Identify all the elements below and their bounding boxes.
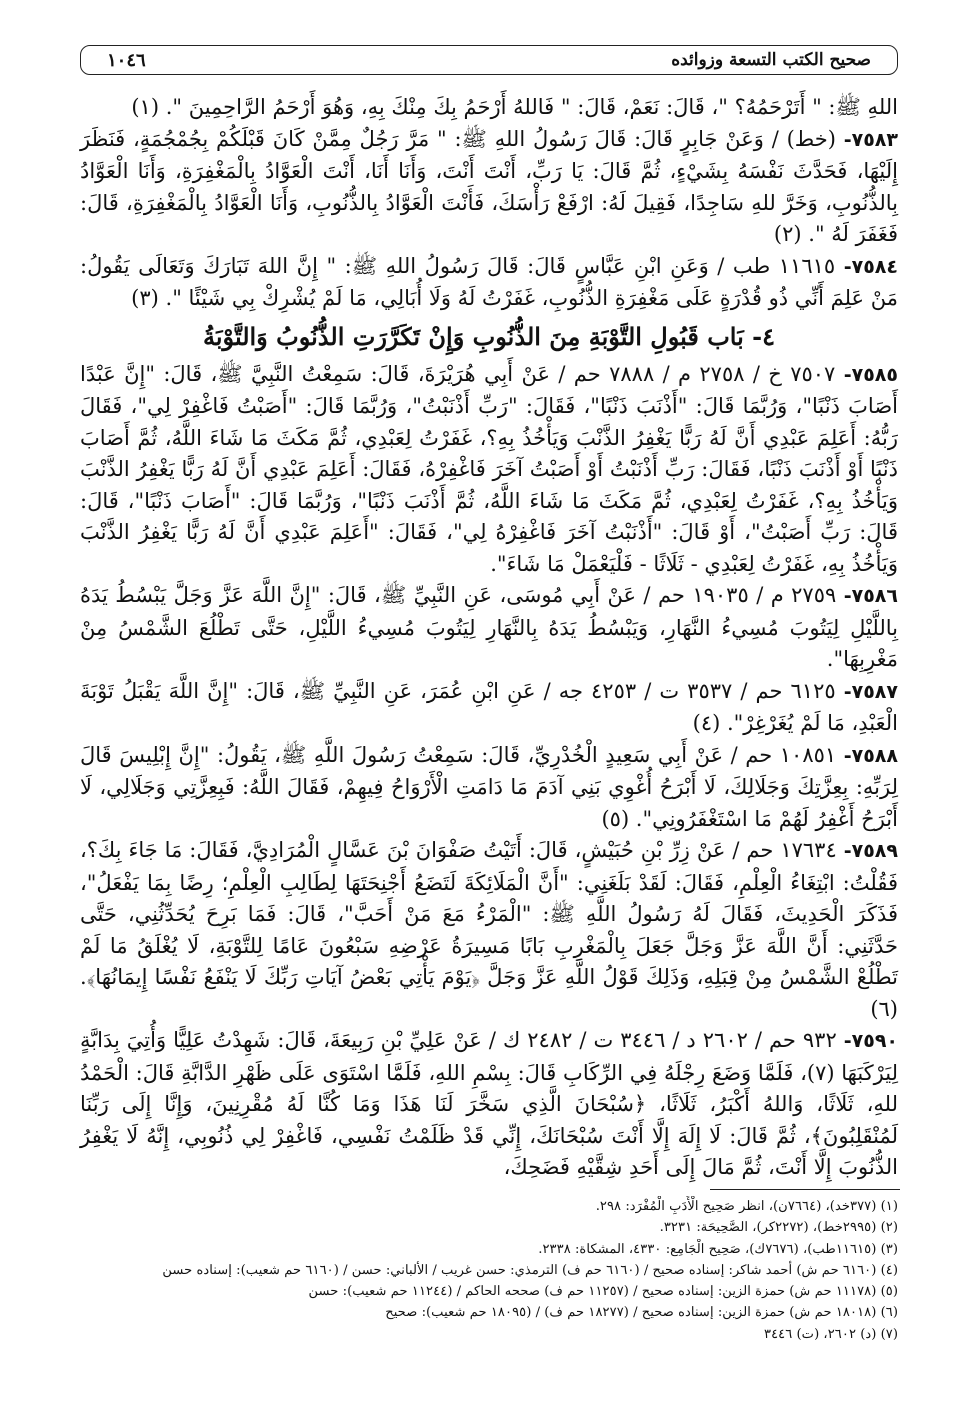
footnotes	[80, 1196, 898, 1345]
footnote: (٣) (١١٦١٥طب)، (٧٦٧٦ك)، صَحِيح الْجَامِع: ٤٣٣٠، المشكاة: ٢٣٣٨.	[538, 1241, 898, 1257]
hadith-entry	[80, 580, 898, 676]
hadith-entry	[80, 740, 898, 836]
footnote: (٢) (٢٩٩٥خط)، (٢٢٧٢كر)، الصَّحِيحَة: ٣٢٣١.	[659, 1220, 898, 1236]
hadith-text: ١٠٨٥١ حم / عَنْ أَبِي سَعِيدٍ الْخُدْرِيِّ، قَالَ: سَمِعْتُ رَسُولَ اللَّهِ ﷺ، يَقُولُ: "إِنَّ إِبْلِيسَ قَالَ لِرَبِّهِ: بِعِزَّتِكَ وَجَلَالِكَ، لَا أَبْرَحُ أُغْوِي بَنِي آدَمَ مَا دَامَتِ الْأَرْوَاحُ فِيهِمْ، فَقَالَ اللَّهُ: فَبِعِزَّتِي وَجَلَالِي، لَا أَبْرَحُ أَغْفِرُ لَهُمْ مَا اسْتَغْفَرُونِي". (٥)	[80, 742, 898, 831]
footnote: (٤) (٦١٦٠ حم ش) أحمد شاكر: إسناده صحيح / (٦١٦٠ حم ف) الترمذي: حسن غريب / الألباني: حسن / (٦١٦٠ حم شعيب): إسناده حسن	[162, 1262, 898, 1278]
opening-paragraph: اللهِ ﷺ: " أَتَرْحَمُهُ؟ "، قَالَ: نَعَمْ، قَالَ: " فَاللهُ أَرْحَمُ بِكَ مِنْكَ بِهِ، وَهُوَ أَرْحَمُ الرَّاحِمِينَ ". (١)	[131, 95, 898, 119]
hadith-entry	[80, 835, 898, 1025]
hadith-text: ١٧٦٣٤ حم / عَنْ زِرِّ بْنِ حُبَيْشٍ، قَالَ: أَتَيْتُ صَفْوَانَ بْنَ عَسَّالٍ الْمُرَادِيَّ، فَقَالَ: مَا جَاءَ بِكَ؟، فَقُلْتُ: ابْتِغَاءُ الْعِلْمِ، فَقَالَ: لَقَدْ بَلَغَنِي: "أَنَّ الْمَلَائِكَةَ لَتَضَعُ أَجْنِحَتَهَا لِطَالِبِ الْعِلْمِ؛ رِضًا بِمَا يَفْعَلُ"، فَذَكَرَ الْحَدِيثَ، فَقَالَ لَهُ رَسُولُ اللَّهِ ﷺ: "الْمَرْءُ مَعَ مَنْ أَحَبَّ"، قَالَ: فَمَا بَرِحَ يُحَدِّثُنِي، حَتَّى حَدَّثَنِي: أَنَّ اللَّهَ عَزَّ وَجَلَّ جَعَلَ بِالْمَغْرِبِ بَابًا مَسِيرَةُ عَرْضِهِ سَبْعُونَ عَامًا لِلتَّوْبَةِ، لَا يُغْلَقُ مَا لَمْ تَطْلُعْ الشَّمْسُ مِنْ قِبَلِهِ، وَذَلِكَ قَوْلُ اللَّهِ عَزَّ وَجَلَّ ﴿يَوْمَ يَأْتِي بَعْضُ آيَاتِ رَبِّكَ لَا يَنْفَعُ نَفْسًا إِيمَانُهَا﴾. (٦)	[80, 838, 898, 1021]
page-number: ١٠٤٦	[107, 49, 146, 71]
hadith-number: ٧٥٨٨-	[843, 744, 898, 767]
hadith-number: ٧٥٩٠-	[843, 1030, 899, 1052]
hadith-text: ٩٣٢ حم / ٢٦٠٢ د / ٣٤٤٦ ت / ٢٤٨٢ ك / عَنْ عَلِيِّ بْنِ رَبِيعَةَ، قَالَ: شَهِدْتُ عَلِيًّا وَأُتِيَ بِدَابَّةٍ لِيَرْكَبَهَا (٧)، فَلَمَّا وَضَعَ رِجْلَهُ فِي الرِّكَابِ قَالَ: بِسْمِ اللهِ، فَلَمَّا اسْتَوَى عَلَى ظَهْرِ الدَّابَّةِ قَالَ: الْحَمْدُ للهِ، ثَلَاثًا، وَاللهُ أَكْبَرُ، ثَلَاثًا، ﴿سُبْحَانَ الَّذِي سَخَّرَ لَنَا هَذَا وَمَا كُنَّا لَهُ مُقْرِنِينَ، وَإِنَّا إِلَى رَبِّنَا لَمُنْقَلِبُونَ﴾، ثُمَّ قَالَ: لَا إِلَهَ إِلَّا أَنْتَ سُبْحَانَكَ، إِنِّي قَدْ ظَلَمْتُ نَفْسِي، فَاغْفِرْ لِي ذُنُوبِي، إِنَّهُ لَا يَغْفِرُ الذُّنُوبَ إِلَّا أَنْتَ، ثُمَّ مَالَ إِلَى أَحَدِ شِقَّيْهِ فَضَحِكَ،	[80, 1028, 898, 1179]
hadith-text: ٧٥٠٧ خ / ٢٧٥٨ م / ٧٨٨٨ حم / عَنْ أَبِي هُرَيْرَةَ، قَالَ: سَمِعْتُ النَّبِيَّ ﷺ، قَالَ: "إِنَّ عَبْدًا أَصَابَ ذَنْبًا"، وَرُبَّمَا قَالَ: "أَذْنَبَ ذَنْبًا"، فَقَالَ: "رَبِّ أَذْنَبْتُ"، وَرُبَّمَا قَالَ: "أَصَبْتُ فَاغْفِرْ لِي"، فَقَالَ رَبُّهُ: أَعَلِمَ عَبْدِي أَنَّ لَهُ رَبًّا يَغْفِرُ الذَّنْبَ وَيَأْخُذُ بِهِ؟، غَفَرْتُ لِعَبْدِي، ثُمَّ مَكَثَ مَا شَاءَ اللَّهُ، ثُمَّ أَصَابَ ذَنْبًا أَوْ أَذْنَبَ ذَنْبًا، فَقَالَ: رَبِّ أَذْنَبْتُ أَوْ أَصَبْتُ آخَرَ فَاغْفِرْهُ، فَقَالَ: أَعَلِمَ عَبْدِي أَنَّ لَهُ رَبًّا يَغْفِرُ الذَّنْبَ وَيَأْخُذُ بِهِ؟، غَفَرْتُ لِعَبْدِي، ثُمَّ مَكَثَ مَا شَاءَ اللَّهُ، ثُمَّ أَذْنَبَ ذَنْبًا"، وَرُبَّمَا قَالَ: "أَصَابَ ذَنْبًا"، قَالَ: قَالَ: رَبِّ أَصَبْتُ"، أَوْ قَالَ: "أَذْنَبْتُ آخَرَ فَاغْفِرْهُ لِي"، فَقَالَ: "أَعَلِمَ عَبْدِي أَنَّ لَهُ رَبًّا يَغْفِرُ الذَّنْبَ وَيَأْخُذُ بِهِ، غَفَرْتُ لِعَبْدِي - ثَلَاثًا - فَلْيَعْمَلْ مَا شَاءَ".	[80, 361, 898, 576]
hadith-entry	[80, 359, 898, 581]
footnote: (١) (٣٧٧خد)، (٧٦٦٤ن)، انظر صَحِيح الْأَدَبِ الْمُفْرَد: ٢٩٨.	[595, 1199, 898, 1214]
book-title: صحيح الكتب التسعة وزوائده	[671, 50, 871, 70]
running-header	[80, 45, 898, 75]
hadith-entry	[80, 676, 898, 740]
hadith-text: (خط) / وَعَنْ جَابِرٍ قَالَ: قَالَ رَسُولُ اللهِ ﷺ: " مَرَّ رَجُلٌ مِمَّنْ كَانَ قَبْلَكُمْ بِجُمْجُمَةٍ، فَنَظَرَ إِلَيْهَا، فَحَدَّثَ نَفْسَهُ بِشَيْءٍ، ثُمَّ قَالَ: يَا رَبِّ، أَنْتَ أَنْتَ، وَأَنَا أَنَا، أَنْتَ الْعَوَّادُ بِالْمَغْفِرَةِ، وَأَنَا الْعَوَّادُ بِالذُّنُوبِ، وَخَرَّ للهِ سَاجِدًا، فَقِيلَ لَهُ: ارْفَعْ رَأْسَكَ، فَأَنْتَ الْعَوَّادُ بِالذُّنُوبِ، وَأَنَا الْعَوَّادُ بِالْمَغْفِرَةِ، قَالَ: فَغَفَرَ لَهُ ". (٢)	[80, 126, 898, 246]
hadith-text: ١١٦١٥ طب / وَعَنِ ابْنِ عَبَّاسٍ قَالَ: قَالَ رَسُولُ اللهِ ﷺ: " إِنَّ اللهَ تَبَارَكَ وَتَعَالَى يَقُولُ: مَنْ عَلِمَ أَنِّي ذُو قُدْرَةٍ عَلَى مَغْفِرَةِ الذُّنُوبِ، غَفَرْتُ لَهُ وَلَا أُبَالِي، مَا لَمْ يُشْرِكْ بِي شَيْئًا ". (٣)	[80, 253, 898, 310]
hadith-number: ٧٥٨٦-	[843, 585, 898, 607]
hadith-number: ٧٥٨٣-	[843, 128, 898, 151]
hadith-entry	[80, 124, 898, 251]
hadith-text: ٦١٢٥ حم / ٣٥٣٧ ت / ٤٢٥٣ جه / عَنِ ابْنِ عُمَرَ، عَنِ النَّبِيِّ ﷺ، قَالَ: "إِنَّ اللَّهَ يَقْبَلُ تَوْبَةَ الْعَبْدِ، مَا لَمْ يُغَرْغِرْ". (٤)	[80, 678, 898, 735]
hadith-number: ٧٥٨٩-	[843, 840, 898, 862]
hadith-text: ٢٧٥٩ م / ١٩٠٣٥ حم / عَنْ أَبِي مُوسَى، عَنِ النَّبِيِّ ﷺ، قَالَ: "إِنَّ اللَّهَ عَزَّ وَجَلَّ يَبْسُطُ يَدَهُ بِاللَّيْلِ لِيَتُوبَ مُسِيءُ النَّهَارِ، وَيَبْسُطُ يَدَهُ بِالنَّهَارِ لِيَتُوبَ مُسِيءُ اللَّيْلِ، حَتَّى تَطْلُعَ الشَّمْسُ مِنْ مَغْرِبِهَا".	[80, 583, 898, 671]
hadith-entry	[80, 1025, 898, 1184]
hadith-entry	[80, 251, 898, 315]
hadith-number: ٧٥٨٧-	[843, 680, 898, 703]
footnote: (٥) (١١١٧٨ حم ش) حمزة الزين: إسناده صحيح / (١١٢٥٧ حم ف) صححه الحاكم / (١١٢٤٤ حم شعيب): حسن	[308, 1284, 898, 1300]
hadith-number: ٧٥٨٥-	[843, 363, 898, 386]
footnote: (٧) (د) ٢٦٠٢، (ت) ٣٤٤٦	[764, 1326, 898, 1342]
main-text	[80, 92, 898, 1184]
chapter-heading: ٤- بَاب قَبُولِ التَّوْبَةِ مِنَ الذُّنُوبِ وَإِنْ تَكَرَّرَتِ الذُّنُوبُ وَالتَّوْبَةُ	[203, 321, 775, 351]
footnote: (٦) (١٨٠١٨ حم ش) حمزة الزين: إسناده صحيح / (١٨٢٧٧ حم ف) / (١٨٠٩٥ حم شعيب): صحيح	[385, 1305, 898, 1321]
footnote-divider	[710, 1189, 900, 1190]
hadith-number: ٧٥٨٤-	[843, 255, 898, 278]
